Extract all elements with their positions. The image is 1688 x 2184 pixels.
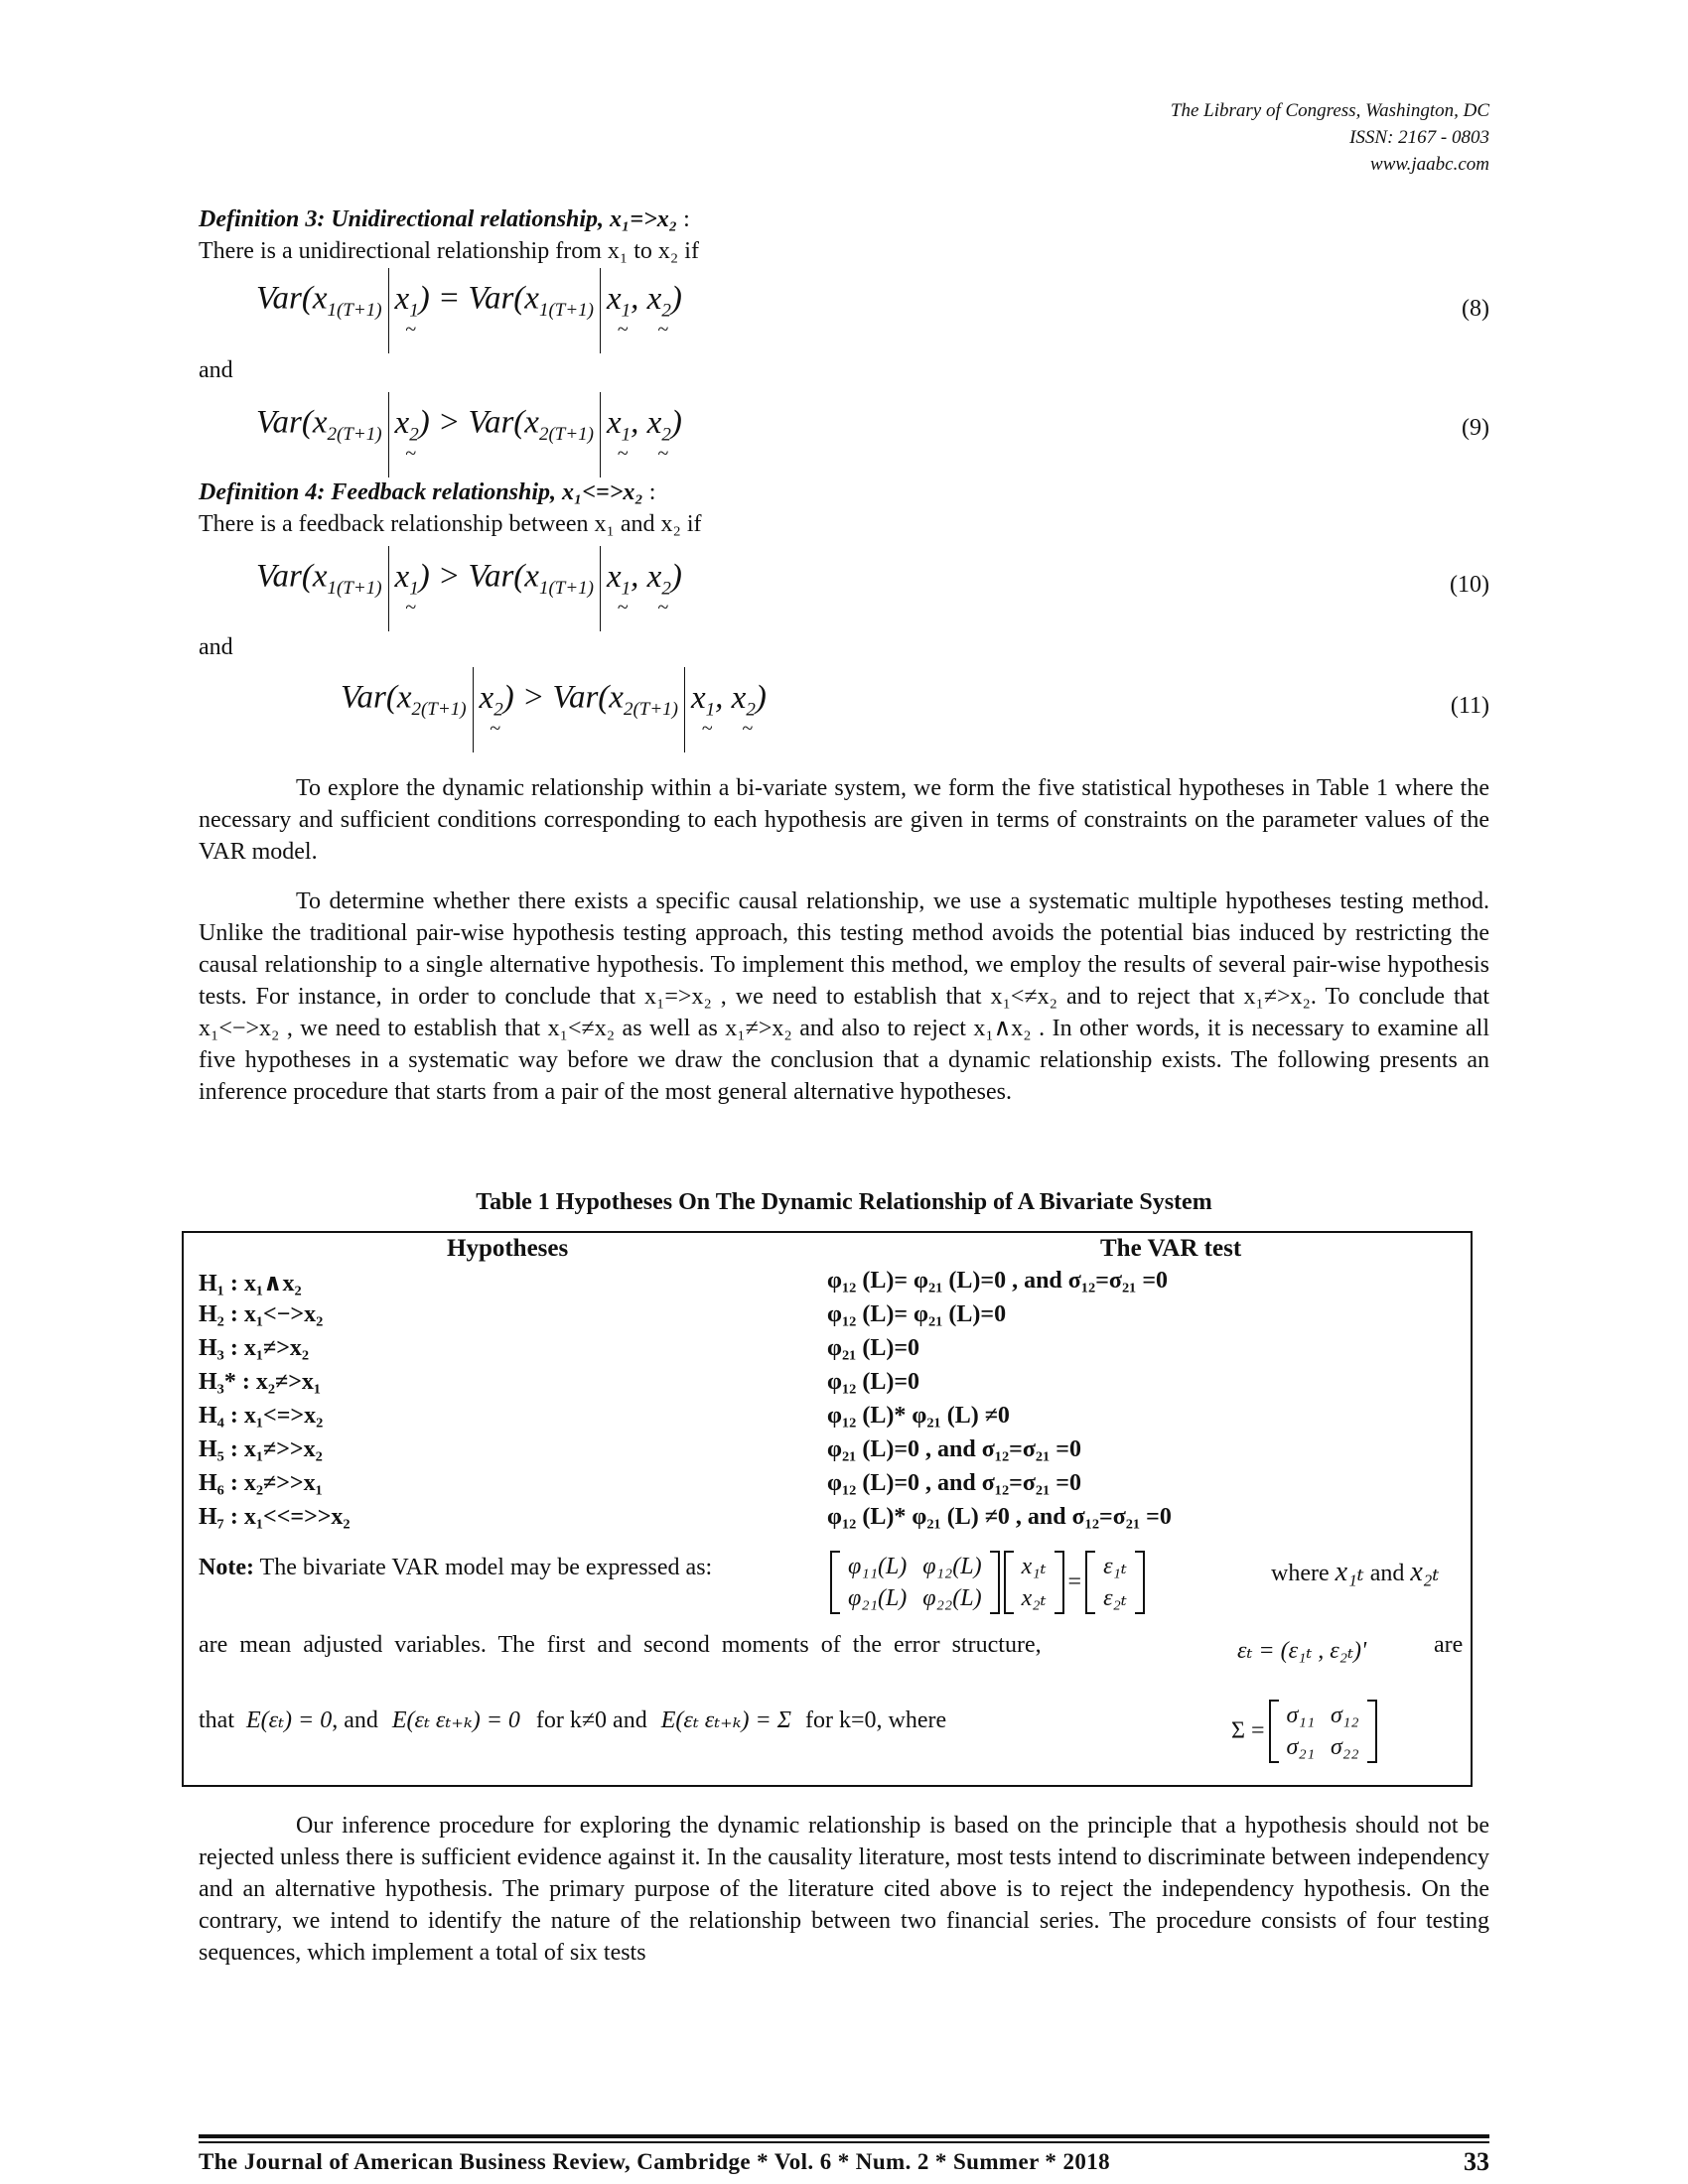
definition-4-text: There is a feedback relationship between x₁ and x₂ if <box>199 511 702 537</box>
equation-11-number: (11) <box>1450 693 1489 719</box>
note-label: Note: <box>199 1555 254 1580</box>
sigma-12: σ₁₂ <box>1331 1703 1359 1728</box>
phi-22: φ₂₂(L) <box>922 1585 982 1611</box>
phi-11: φ₁₁(L) <box>848 1554 908 1579</box>
x-vector <box>1004 1551 1064 1614</box>
var-test-7: φ₁₂ (L)* φ₂₁ (L) ≠0 , and σ₁₂=σ₂₁ =0 <box>827 1504 1172 1530</box>
note-where: where <box>1271 1561 1330 1586</box>
var-test-6: φ₁₂ (L)=0 , and σ₁₂=σ₂₁ =0 <box>827 1470 1081 1496</box>
paragraph-2: To determine whether there exists a specific causal relationship, we use a systematic multiple hypotheses testing method. Unlike the traditional pair-wise hypothesis testing approach, this testing method avoids the potential bias induced by restricting the causal relationship to a single alternative hypothesis. To implement this method, we employ the results of several pair-wise hypothesis tests. For instance, in order to conclude that x₁=>x₂ , we need to establish that x₁<≠x₂ and to reject that x₁≠>x₂. To conclude that x₁<−>x₂ , we need to establish that x₁<≠x₂ as well as x₁≠>x₂ and also to reject x₁∧x₂ . In other words, it is necessary to examine all five hypotheses in a systematic way before we draw the conclusion that a dynamic relationship exists. The following presents an inference procedure that starts from a pair of the most general alternative hypotheses. <box>199 888 1489 1105</box>
sigma-21: σ₂₁ <box>1286 1734 1316 1760</box>
epsilon-vector-2: ε₂ₜ <box>1103 1585 1127 1611</box>
hypothesis-5: H₅ : x₁≠>>x₂ <box>199 1436 323 1462</box>
equation-11-relation: > <box>521 679 545 716</box>
var-test-column <box>827 1268 1172 1538</box>
header-line-1: The Library of Congress, Washington, DC <box>1170 100 1489 121</box>
footer-rule-thick <box>199 2134 1489 2138</box>
page-number: 33 <box>1464 2147 1489 2176</box>
note-text-a: The bivariate VAR model may be expressed as: <box>253 1555 713 1580</box>
hypothesis-3: H₃ : x₁≠>x₂ <box>199 1335 310 1361</box>
note-where-clause <box>1271 1555 1439 1588</box>
sigma-matrix <box>1269 1700 1377 1763</box>
equation-9-relation: > <box>437 404 461 441</box>
sigma-22: σ₂₂ <box>1331 1734 1359 1760</box>
table-header-var-test: The VAR test <box>1100 1235 1242 1262</box>
x-vector-1: x₁ₜ <box>1021 1554 1047 1579</box>
note-x1t: x₁ₜ <box>1335 1557 1364 1587</box>
footer-journal: The Journal of American Business Review, Cambridge * Vol. 6 * Num. 2 * Summer * 2018 <box>199 2149 1111 2174</box>
equation-9-number: (9) <box>1462 415 1489 441</box>
equation-11: $Var(x_{2(T+1)}$ $x_2$ ~) > $Var(x_{2(T+1)}$ $x_1$ ~, $x_2$ ~) <box>341 657 767 743</box>
hypothesis-2: H₂ : x₁<−>x₂ <box>199 1301 324 1327</box>
equation-10-relation: > <box>437 558 461 595</box>
footer-rule-thin <box>199 2141 1489 2143</box>
paragraph-1: To explore the dynamic relationship within a bi-variate system, we form the five statistical hypotheses in Table 1 where the necessary and sufficient conditions corresponding to each hypothesis are given in terms of constraints on the parameter values of the VAR model. <box>199 775 1489 865</box>
and-2: and <box>199 634 233 660</box>
note-are: are <box>1434 1632 1464 1658</box>
definition-3-text: There is a unidirectional relationship from x₁ to x₂ if <box>199 238 699 264</box>
equation-8-number: (8) <box>1462 296 1489 322</box>
running-header <box>1171 97 1489 178</box>
var-test-3: φ₂₁ (L)=0 <box>827 1335 920 1361</box>
hypotheses-column <box>199 1268 351 1538</box>
and-1: and <box>199 357 233 383</box>
note-and-2: , and <box>332 1707 378 1733</box>
definition-4 <box>199 477 1489 540</box>
note-expectation-3: E(εₜ εₜ₊ₖ) = Σ <box>660 1707 791 1733</box>
note-for-2: for k=0, where <box>804 1707 947 1733</box>
equation-9: $Var(x_{2(T+1)}$ $x_2$ ~) > $Var(x_{2(T+1)}$ $x_1$ ~, $x_2$ ~) <box>256 382 682 468</box>
equation-8: $Var(x_{1(T+1)}$ $x_1$ ~) = $Var(x_{1(T+1)}$ $x_1$ ~, $x_2$ ~) <box>256 258 682 343</box>
x-vector-2: x₂ₜ <box>1021 1585 1047 1611</box>
hypothesis-6: H₆ : x₂≠>>x₁ <box>199 1470 323 1496</box>
hypothesis-7: H₇ : x₁<<=>>x₂ <box>199 1504 351 1530</box>
note-for-1: for k≠0 and <box>535 1707 647 1733</box>
sigma-symbol: Σ = <box>1231 1717 1265 1744</box>
var-model-matrices: φ₁₁(L) φ₁₂(L) φ₂₁(L) φ₂₂(L) x₁ₜ x₂ₜ = ε₁ₜ ε₂ₜ <box>830 1551 1145 1614</box>
definition-4-title: Definition 4: Feedback relationship, x₁<=>x₂ <box>199 479 643 505</box>
phi-matrix <box>830 1551 1000 1614</box>
hypothesis-1: H₁ : x₁∧x₂ <box>199 1271 302 1297</box>
sigma-11: σ₁₁ <box>1286 1703 1316 1728</box>
equation-10: $Var(x_{1(T+1)}$ $x_1$ ~) > $Var(x_{1(T+1)}$ $x_1$ ~, $x_2$ ~) <box>256 536 682 621</box>
table-note-line-1 <box>199 1555 712 1581</box>
note-and: and <box>1369 1561 1405 1586</box>
note-expectation-1: E(εₜ) = 0 <box>246 1707 333 1733</box>
var-test-5: φ₂₁ (L)=0 , and σ₁₂=σ₂₁ =0 <box>827 1436 1081 1462</box>
phi-21: φ₂₁(L) <box>848 1585 908 1611</box>
var-test-3-star: φ₁₂ (L)=0 <box>827 1369 920 1395</box>
equation-8-relation: = <box>437 280 461 317</box>
note-text-b: are mean adjusted variables. The first and second moments of the error structure, <box>199 1632 1042 1658</box>
hypothesis-4: H₄ : x₁<=>x₂ <box>199 1403 324 1429</box>
table-caption: Table 1 Hypotheses On The Dynamic Relationship of A Bivariate System <box>476 1189 1212 1215</box>
epsilon-vector <box>1085 1551 1145 1614</box>
definition-3-colon: : <box>677 206 690 232</box>
note-line-3 <box>199 1706 946 1734</box>
var-test-1: φ₁₂ (L)= φ₂₁ (L)=0 , and σ₁₂=σ₂₁ =0 <box>827 1268 1169 1294</box>
note-epsilon-definition: εₜ = (ε₁ₜ , ε₂ₜ)' <box>1237 1638 1367 1664</box>
definition-4-colon: : <box>642 479 656 505</box>
phi-12: φ₁₂(L) <box>922 1554 982 1579</box>
note-that: that <box>199 1707 234 1733</box>
header-line-2: ISSN: 2167 - 0803 <box>1349 127 1489 148</box>
table-header-hypotheses: Hypotheses <box>447 1235 569 1262</box>
hypothesis-3-star: H₃* : x₂≠>x₁ <box>199 1369 322 1395</box>
equation-10-number: (10) <box>1450 572 1489 598</box>
note-x2t: x₂ₜ <box>1410 1557 1440 1587</box>
var-test-4: φ₁₂ (L)* φ₂₁ (L) ≠0 <box>827 1403 1010 1429</box>
paragraph-3: Our inference procedure for exploring the dynamic relationship is based on the principle that a hypothesis should not be rejected unless there is sufficient evidence against it. In the causality literature, most tests intend to discriminate between independency and an alternative hypothesis. The primary purpose of the literature cited above is to reject the independency hypothesis. On the contrary, we intend to identify the nature of the relationship between two financial series. The procedure consists of four testing sequences, which implement a total of six tests <box>199 1813 1489 1966</box>
header-line-3: www.jaabc.com <box>1370 154 1489 175</box>
epsilon-vector-1: ε₁ₜ <box>1103 1554 1127 1579</box>
note-expectation-2: E(εₜ εₜ₊ₖ) = 0 <box>391 1707 520 1733</box>
sigma-matrix-block <box>1231 1700 1377 1763</box>
definition-3-title: Definition 3: Unidirectional relationship, x₁=>x₂ <box>199 206 678 232</box>
var-test-2: φ₁₂ (L)= φ₂₁ (L)=0 <box>827 1301 1007 1327</box>
